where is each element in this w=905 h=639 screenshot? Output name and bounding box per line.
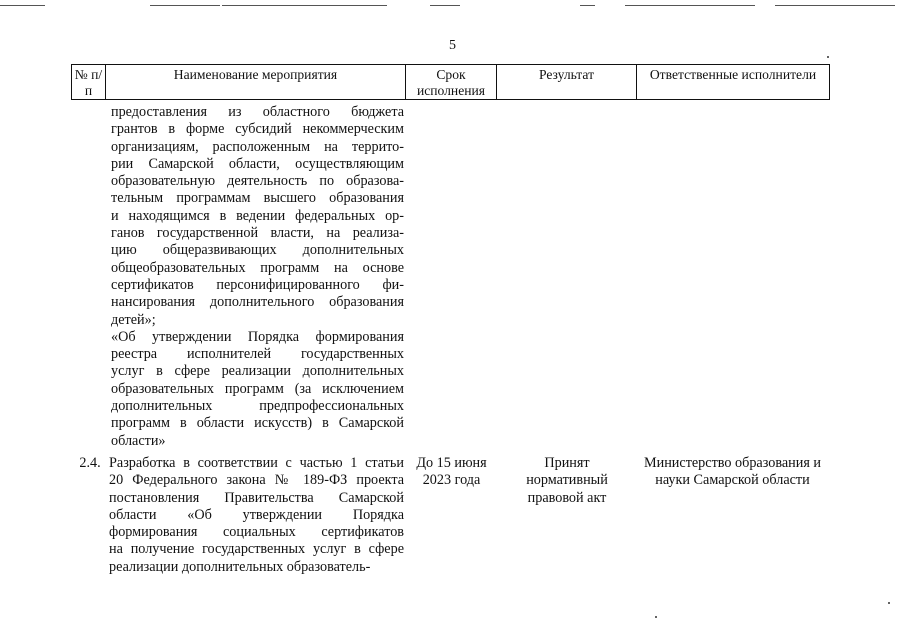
text-line: образовательную деятельность по образова- (111, 173, 404, 190)
text-line: 2023 года (422, 472, 481, 489)
text-line: До 15 июня (416, 455, 487, 471)
row-activity-name (109, 455, 404, 576)
text-line: цию общеразвивающих дополнительных (111, 242, 404, 259)
text-line: формирования социальных сертификатов (109, 524, 404, 541)
text-line: грантов в форме субсидий некоммерческим (111, 121, 404, 138)
text-line: сертификатов персонифицированного фи- (111, 276, 404, 293)
header-name (106, 64, 406, 100)
text-line: дополнительных предпрофессиональных (111, 398, 404, 415)
text-line: постановления Правительства Самарской (109, 489, 404, 506)
row-deadline (406, 455, 497, 490)
dust-speck (827, 56, 829, 58)
dust-speck (655, 616, 657, 618)
text-line: организациям, расположенным на террито- (111, 138, 404, 155)
text-line: Разработка в соответствии с частью 1 статьи (109, 455, 404, 471)
scan-line (625, 5, 755, 6)
row-result (497, 455, 637, 507)
header-result (497, 64, 637, 100)
text-line: и находящимся в ведении федеральных ор- (111, 207, 404, 224)
text-line: ганов государственной власти, на реализа- (111, 225, 404, 242)
header-num (71, 64, 106, 100)
continued-activity-text (111, 104, 404, 450)
dust-speck (888, 602, 890, 604)
scan-line (430, 5, 460, 6)
row-responsible (630, 455, 835, 490)
text-line: Министерство образования и (644, 455, 821, 471)
header-name-label: Наименование мероприятия (173, 67, 338, 82)
text-line: области» (111, 432, 166, 449)
header-deadline-label: Срок исполнения (416, 67, 486, 98)
scan-line (222, 5, 387, 6)
text-line: детей»; (111, 311, 156, 328)
header-responsible (637, 64, 830, 100)
text-line: области «Об утверждении Порядка (109, 506, 404, 523)
text-line: нансирования дополнительного образования (111, 294, 404, 311)
scan-line (580, 5, 595, 6)
text-line: науки Самарской области (655, 472, 810, 489)
text-line: реализации дополнительных образователь- (109, 558, 371, 575)
text-line: на получение государственных услуг в сфере (109, 541, 404, 558)
text-line: 20 Федерального закона № 189-ФЗ проекта (109, 472, 404, 489)
scan-line (150, 5, 220, 6)
text-line: образовательных программ (за исключением (111, 380, 404, 397)
text-line: «Об утверждении Порядка формирования (111, 328, 404, 345)
header-result-label: Результат (538, 67, 595, 82)
header-deadline (406, 64, 497, 100)
text-line: рии Самарской области, осуществляющим (111, 155, 404, 172)
row-number: 2.4. (79, 455, 101, 471)
text-line: нормативный (526, 472, 608, 489)
text-line: общеобразовательных программ на основе (111, 259, 404, 276)
text-line: Принят (544, 455, 590, 471)
text-line: программ в области искусств) в Самарской (111, 415, 404, 432)
scan-line (0, 5, 45, 6)
text-line: тельным программам высшего образования (111, 190, 404, 207)
text-line: реестра исполнителей государственных (111, 346, 404, 363)
header-num-label: № п/п (74, 67, 103, 98)
text-line: услуг в сфере реализации дополнительных (111, 363, 404, 380)
text-line: правовой акт (527, 489, 607, 506)
scan-line (775, 5, 895, 6)
text-line: предоставления из областного бюджета (111, 104, 404, 120)
page-number: 5 (449, 38, 456, 53)
header-responsible-label: Ответственные исполнители (649, 67, 817, 82)
